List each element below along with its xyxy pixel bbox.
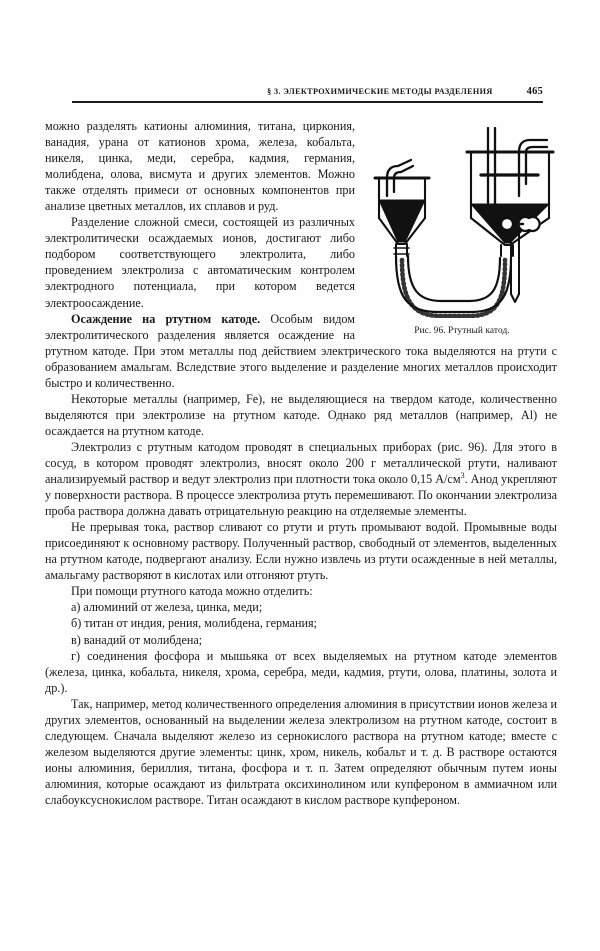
header-rule <box>72 101 543 103</box>
paragraph-washing: Не прерывая тока, раствор сливают со ртути и ртуть промывают водой. Промывные воды присоединяют к основному раствору. Полученный раствор, свободный от элементов, выделенных на ртутном катоде, подвергают анализу. Если нужно извлечь из ртути осажденные в ней металлы, амальгаму растворяют в кислотах или отгоняют ртуть. <box>45 520 557 583</box>
page-number: 465 <box>526 86 543 97</box>
section-title: § 3. ЭЛЕКТРОХИМИЧЕСКИЕ МЕТОДЫ РАЗДЕЛЕНИЯ <box>267 87 493 96</box>
paragraph-list-intro: При помощи ртутного катода можно отделить: <box>71 584 313 599</box>
run-in-heading: Осаждение на ртутном катоде. <box>71 311 261 326</box>
procedure-text-a: Электролиз с ртутным катодом проводят в специальных приборах (рис. 96). Для этого в сосуд, в котором проводят электролиз, вносят около 200 г металлической ртути, наливают анализируемый раствор и ведут электролиз при плотности тока около 0,15 А/см <box>45 439 557 487</box>
paragraph-electrolysis-procedure <box>45 439 557 519</box>
list-item-v: в) ванадий от молибдена; <box>71 632 203 647</box>
procedure-text-b: . Анод укрепляют у поверхности раствора. В процессе электролиза ртуть перемешивают. По окончании электролиза проба раствора должна давать отрицательную реакцию на отделяемые элементы. <box>45 472 557 519</box>
paragraph-separation-methods: Разделение сложной смеси, состоящей из различных электролитически осаждаемых ионов, достигают либо подбором соответствующего электролита, либо проведением электролиза с автоматическим контролем электродного потенциала, при котором ведется электроосаждение. <box>45 215 355 310</box>
mercury-pool-left <box>379 200 425 242</box>
paragraph-some-metals: Некоторые металлы (например, Fe), не выделяющиеся на твердом катоде, количественно выделяются при электролизе на ртутном катоде. Однако ряд металлов (например, Al) не осаждается на ртутном катоде. <box>45 391 557 438</box>
body-text-column <box>45 118 557 808</box>
list-item-a: а) алюминий от железа, цинка, меди; <box>71 600 263 615</box>
run-in-body: Особым видом электролитического разделения является осаждение на ртутном катоде. При этом металлы под действием электрического тока выделяются на ртути с образованием амальгам. Вследствие этого выделение и разделение многих металлов происходит быстро и количественно. <box>45 311 557 390</box>
figure-mercury-cathode <box>367 122 557 337</box>
apparatus-illustration <box>367 122 557 318</box>
paragraph-continuation: можно разделять катионы алюминия, титана, циркония, ванадия, урана от катионов хрома, железа, кобальта, никеля, цинка, меди, серебра, кадмия, германия, молибдена, олова, висмута и других элементов. Можно также отделять примеси от основных компонентов при анализе цветных металлов, их сплавов и руд. <box>45 119 355 214</box>
figure-caption: Рис. 96. Ртутный катод. <box>414 326 510 336</box>
side-tube-left-wall <box>394 166 413 178</box>
current-density-exponent: 3 <box>460 470 465 480</box>
list-item-g: г) соединения фосфора и мышьяка от всех выделяемых на ртутном катоде элементов (железа, цинка, кобальта, никеля, хрома, серебра, меди, кадмия, ртути, олова, платины, золота и др.). <box>45 648 557 695</box>
flexible-u-tube <box>396 256 511 316</box>
running-head <box>72 86 543 97</box>
list-item-b: б) титан от индия, рения, молибдена, германия; <box>71 616 318 631</box>
paragraph-aluminium-method: Так, например, метод количественного определения алюминия в присутствии ионов железа и других элементов, основанный на выделении железа электролизом на ртутном катоде, состоит в следующем. Сначала выделяют железо из сернокислого раствора на ртутном катоде; вместе с железом выделяются другие элементы: цинк, хром, никель, кобальт и т. д. В растворе остаются ионы алюминия, бериллия, титана, фосфора и т. п. Затем определяют обычным путем ионы алюминия, которые осаждают из фильтрата оксихинолином или купфероном в аммиачном или слабоуксуснокислом растворе. Титан осаждают в кислом растворе купфероном. <box>45 696 557 807</box>
